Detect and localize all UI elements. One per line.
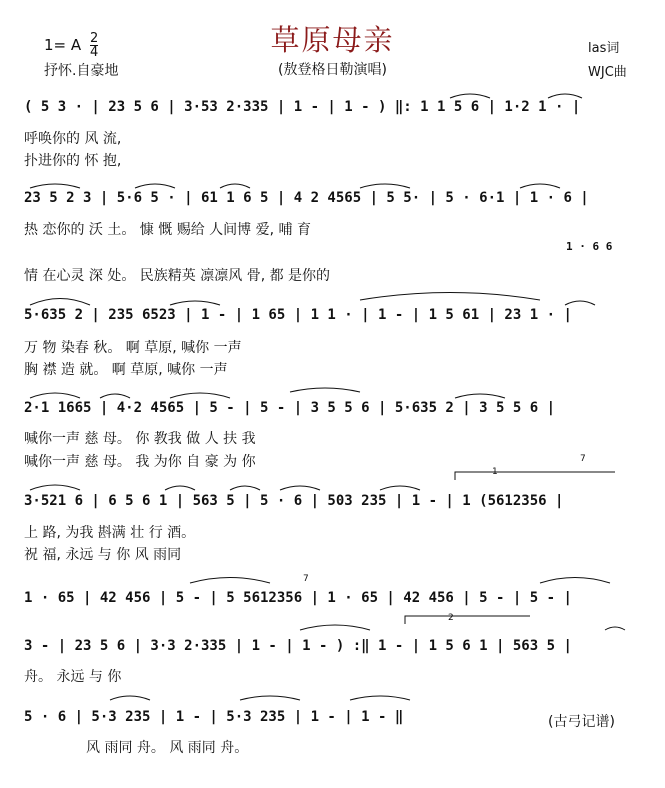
lyric-row-6a: 上 路, 为我 斟满 壮 行 酒。	[24, 525, 196, 541]
notation-row-3: 5·635 2 | 235 6523 | 1 - | 1 65 | 1 1 · | 1 - | 1 5 61 | 23 1 · |	[24, 307, 572, 323]
slur-mark	[280, 486, 320, 490]
slur-mark	[520, 184, 560, 188]
slur-mark	[380, 486, 420, 490]
slur-mark	[360, 184, 410, 188]
tuplet-mark: 7	[580, 454, 586, 464]
slur-mark	[450, 94, 490, 98]
tie-mark	[350, 696, 410, 700]
slur-mark	[565, 301, 595, 305]
slur-mark	[230, 486, 260, 490]
volta-bracket	[405, 616, 530, 624]
composer-credit: WJC曲	[588, 65, 627, 80]
notation-row-8: 5 · 6 | 5·3 235 | 1 - | 5·3 235 | 1 - | 1 - ‖	[24, 709, 404, 725]
notation-pickup: 1 · 6 6	[566, 240, 613, 253]
song-title: 草原母亲	[270, 23, 395, 57]
slur-mark	[548, 94, 582, 98]
lyric-row-5b: 喊你一声 慈 母。 我 为你 自 豪 为 你	[24, 454, 256, 470]
time-numerator: 2	[89, 31, 99, 46]
slur-mark	[605, 627, 625, 630]
slur-mark	[110, 696, 150, 700]
lyric-row-1a: 呼唤你的 风 流,	[24, 131, 122, 147]
key-label: 1= A	[44, 36, 82, 54]
slur-mark	[455, 394, 505, 398]
notation-row-2: 23 5 2 3 | 5·6 5 · | 61 1 6 5 | 4 2 4565 | 5 5· | 5 · 6·1 | 1 · 6 |	[24, 190, 589, 206]
slur-mark	[135, 184, 175, 188]
slur-mark	[240, 696, 300, 700]
lyricist-credit: las词	[588, 41, 620, 56]
volta-mark: 2	[448, 613, 454, 623]
transcriber-note: (古弓记谱)	[548, 714, 615, 730]
lyric-row-8: 风 雨同 舟。 风 雨同 舟。	[86, 740, 249, 756]
tempo-mood: 抒怀.自豪地	[44, 63, 119, 79]
tuplet-mark: 7	[303, 574, 309, 584]
slur-mark	[165, 486, 195, 490]
slur-mark	[30, 393, 80, 398]
lyric-row-2: 热 恋你的 沃 土。 慷 慨 赐给 人间博 爱, 哺 育	[24, 222, 311, 238]
lyric-row-7: 舟。 永远 与 你	[24, 669, 122, 685]
slur-mark	[30, 184, 80, 188]
slur-mark	[170, 393, 230, 398]
lyric-row-1b: 扑进你的 怀 抱,	[24, 153, 122, 169]
lyric-row-4b: 胸 襟 造 就。 啊 草原, 喊你 一声	[24, 362, 228, 378]
lyric-row-3: 情 在心灵 深 处。 民族精英 凛凛风 骨, 都 是你的	[24, 268, 331, 284]
notation-row-1: ( 5 3 · | 23 5 6 | 3·53 2·335 | 1 - | 1 - ) ‖: 1 1 5 6 | 1·2 1 · |	[24, 99, 581, 115]
lyric-row-6b: 祝 福, 永远 与 你 风 雨同	[24, 547, 182, 563]
notation-row-6: 1 · 65 | 42 456 | 5 - | 5 5612356 | 1 · 65 | 42 456 | 5 - | 5 - |	[24, 590, 572, 606]
notation-row-5: 3·521 6 | 6 5 6 1 | 563 5 | 5 · 6 | 503 235 | 1 - | 1 (5612356 |	[24, 493, 564, 509]
slur-mark	[100, 394, 130, 398]
tie-mark	[300, 625, 370, 630]
notation-row-4: 2·1 1665 | 4·2 4565 | 5 - | 5 - | 3 5 5 6 | 5·635 2 | 3 5 5 6 |	[24, 400, 556, 416]
volta-mark: 1	[492, 467, 498, 477]
tie-mark	[540, 578, 610, 584]
slur-mark	[170, 301, 220, 305]
volta-bracket	[455, 472, 615, 480]
lyric-row-5a: 喊你一声 慈 母。 你 教我 做 人 扶 我	[24, 431, 256, 447]
notation-row-7: 3 - | 23 5 6 | 3·3 2·335 | 1 - | 1 - ) :‖ 1 - | 1 5 6 1 | 563 5 |	[24, 638, 572, 654]
tie-mark	[360, 293, 540, 301]
slur-mark	[30, 485, 80, 490]
performer-subtitle: (敖登格日勒演唱)	[278, 62, 387, 78]
lyric-row-4a: 万 物 染春 秋。 啊 草原, 喊你 一声	[24, 340, 242, 356]
slur-mark	[30, 299, 90, 306]
slur-mark	[220, 184, 250, 188]
tie-mark	[290, 388, 360, 392]
tie-mark	[190, 578, 270, 584]
time-denominator: 4	[89, 45, 99, 60]
